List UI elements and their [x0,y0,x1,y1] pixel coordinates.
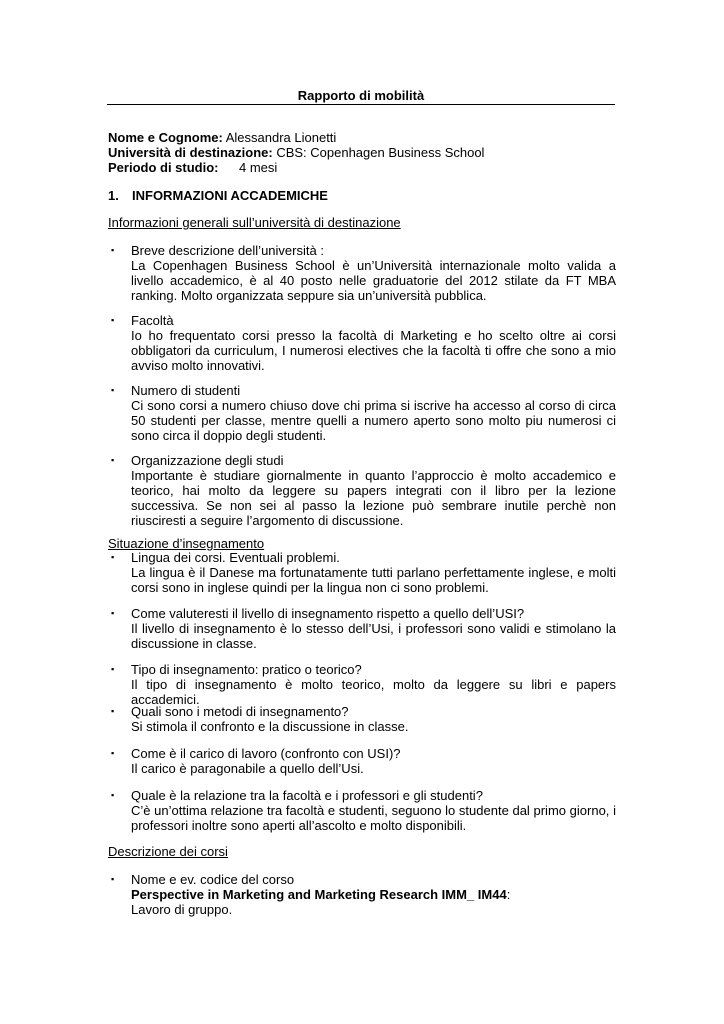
bullet-icon: ▪ [111,706,115,716]
item-answer: Importante è studiare giornalmente in quanto l’approccio è molto accademico e teorico, hai molto da leggere su papers integrati con il libro per la lezione successiva. Se non sei al passo la lezione può sembrare inutile perchè non riusciresti a seguire l’argomento di discussione. [131,468,616,528]
subsection-general-heading: Informazioni generali sull’università di destinazione [108,215,401,230]
section-heading [108,188,328,203]
meta-period-value: 4 mesi [239,160,278,175]
course-name-line [131,887,616,902]
meta-name-row [108,130,618,145]
subsection-teaching-heading: Situazione d’insegnamento [108,536,265,551]
list-item [108,872,616,917]
item-question: Quali sono i metodi di insegnamento? [131,704,349,719]
meta-period-row [108,160,618,175]
bullet-icon: ▪ [111,455,115,465]
list-item [108,662,616,707]
meta-university-key: Università di destinazione: [108,145,273,160]
meta-name-value: Alessandra Lionetti [222,130,337,145]
meta-university-value: CBS: Copenhagen Business School [272,145,485,160]
list-item [108,788,616,833]
meta-period-key: Periodo di studio: [108,160,219,175]
item-question: Lingua dei corsi. Eventuali problemi. [131,550,340,565]
item-answer: Il livello di insegnamento è lo stesso dell’Usi, i professori sono validi e stimolano la discussione in classe. [131,621,616,651]
course-name: Perspective in Marketing and Marketing Research IMM_ IM44 [131,887,507,902]
item-question: Quale è la relazione tra la facoltà e i professori e gli studenti? [131,788,483,803]
bullet-icon: ▪ [111,790,115,800]
list-item [108,243,616,303]
item-answer: C’è un’ottima relazione tra facoltà e studenti, seguono lo studente dal primo giorno, i professori inoltre sono aperti all’ascolto e molto disponibili. [131,803,616,833]
bullet-icon: ▪ [111,608,115,618]
list-item [108,313,616,373]
list-item [108,453,616,528]
item-question: Come valuteresti il livello di insegnamento rispetto a quello dell’USI? [131,606,525,621]
item-question: Breve descrizione dell’università : [131,243,324,258]
bullet-icon: ▪ [111,245,115,255]
item-answer: Lavoro di gruppo. [131,902,233,917]
item-answer: Il tipo di insegnamento è molto teorico, molto da leggere su libri e papers accademici. [131,677,616,707]
subsection-courses-heading: Descrizione dei corsi [108,844,228,859]
meta-name-key: Nome e Cognome: [108,130,223,145]
bullet-icon: ▪ [111,874,115,884]
item-answer: Il carico è paragonabile a quello dell’Usi. [131,761,364,776]
list-item [108,383,616,443]
item-question: Nome e ev. codice del corso [131,872,295,887]
item-answer: La Copenhagen Business School è un’Università internazionale molto valida a livello accademico, è al 40 posto nelle graduatorie del 2012 stilate da FT MBA ranking. Molto organizzata seppure sia un’università pubblica. [131,258,616,303]
bullet-icon: ▪ [111,385,115,395]
item-answer: Io ho frequentato corsi presso la facoltà di Marketing e ho scelto oltre ai corsi obbligatori da curriculum, I numerosi electives che la facoltà ti offre che sono a mio avviso molto innovativi. [131,328,616,373]
list-item [108,606,616,651]
item-question: Numero di studenti [131,383,241,398]
list-item [108,746,616,776]
title-underline [107,104,615,105]
item-answer: Si stimola il confronto e la discussione in classe. [131,719,409,734]
item-question: Organizzazione degli studi [131,453,284,468]
list-item [108,550,616,595]
bullet-icon: ▪ [111,664,115,674]
meta-university-row [108,145,618,160]
item-question: Tipo di insegnamento: pratico o teorico? [131,662,362,677]
item-answer: La lingua è il Danese ma fortunatamente tutti parlano perfettamente inglese, e molti corsi sono in inglese quindi per la lingua non ci sono problemi. [131,565,616,595]
list-item [108,704,616,734]
item-answer: Ci sono corsi a numero chiuso dove chi prima si iscrive ha accesso al corso di circa 50 studenti per classe, mentre quelli a numero aperto sono molto piu numerosi ci sono circa il doppio degli studenti. [131,398,616,443]
course-name-suffix: : [506,887,511,902]
document-title: Rapporto di mobilità [297,88,425,103]
bullet-icon: ▪ [111,552,115,562]
item-question: Facoltà [131,313,174,328]
item-question: Come è il carico di lavoro (confronto con USI)? [131,746,401,761]
bullet-icon: ▪ [111,315,115,325]
section-number: 1. [108,188,119,203]
section-label: INFORMAZIONI ACCADEMICHE [132,188,328,203]
bullet-icon: ▪ [111,748,115,758]
